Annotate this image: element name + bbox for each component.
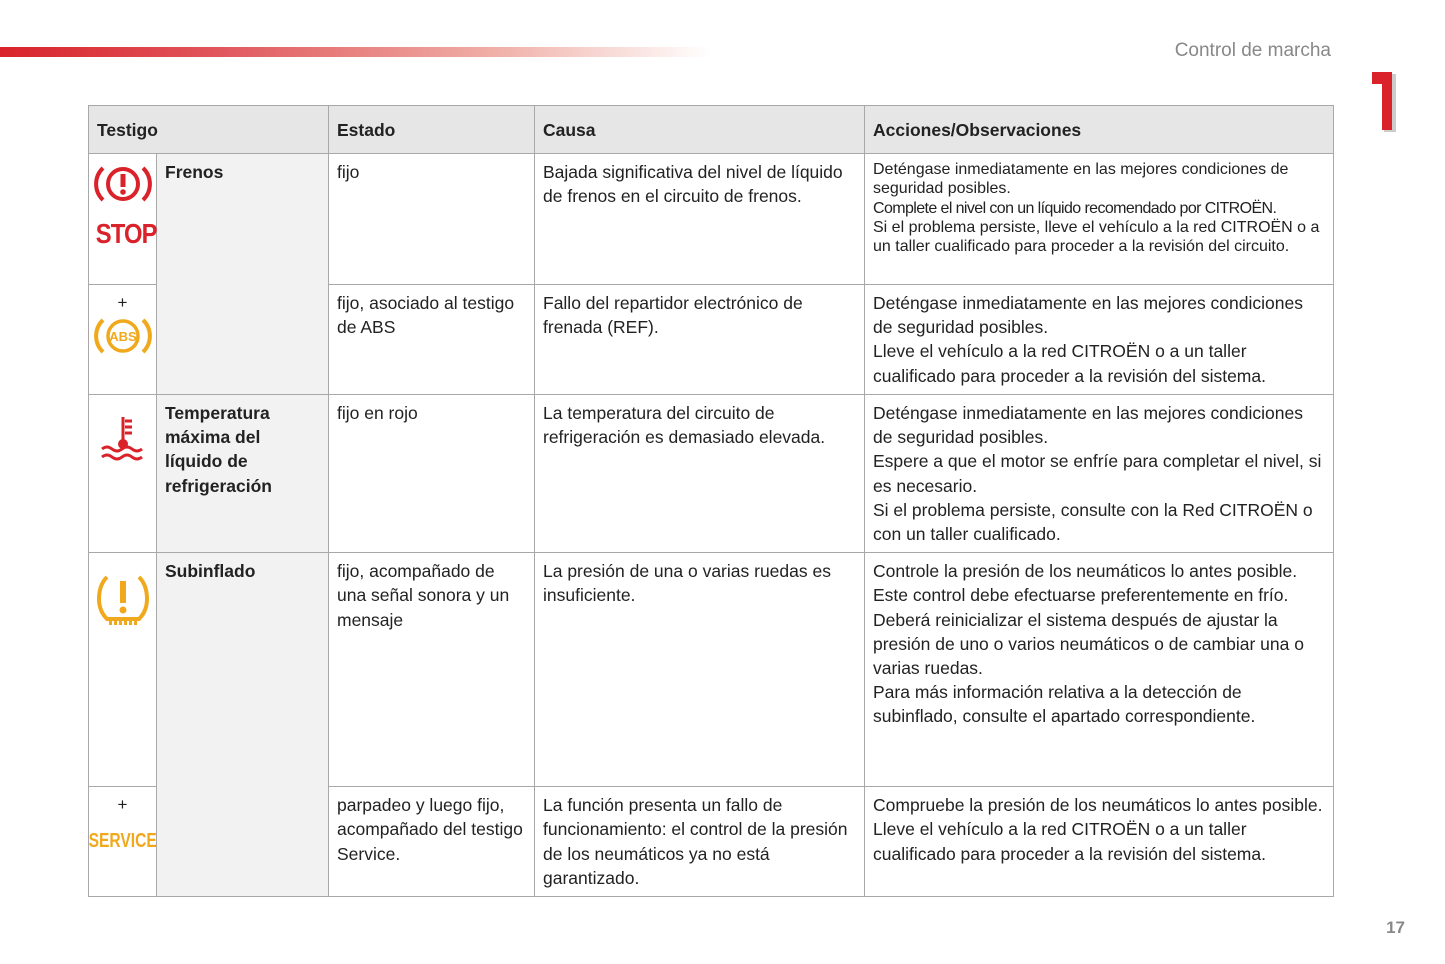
- accion-text: Lleve el vehículo a la red CITROËN o a un taller cualificado para proceder a la revisión del sistema.: [873, 341, 1266, 386]
- causa-cell: La función presenta un fallo de funcionamiento: el control de la presión de los neumáticos ya no está garantizado.: [535, 787, 865, 897]
- estado-cell: fijo, acompañado de una señal sonora y un mensaje: [329, 553, 535, 787]
- accion-text: Si el problema persiste, lleve el vehículo a la red CITROËN o a un taller cualificado para proceder a la revisión del circuito.: [873, 218, 1320, 256]
- header-testigo: Testigo: [89, 106, 329, 154]
- section-title: Control de marcha: [1174, 40, 1331, 61]
- tyre-icon-cell: [89, 553, 157, 787]
- accion-text: Lleve el vehículo a la red CITROËN o a un taller cualificado para proceder a la revisión del sistema.: [873, 819, 1266, 864]
- plus-sign: +: [117, 293, 128, 312]
- table-header-row: [89, 106, 1334, 154]
- table-row: [89, 154, 1334, 285]
- coolant-temperature-icon: [98, 413, 148, 463]
- estado-cell: parpadeo y luego fijo, acompañado del testigo Service.: [329, 787, 535, 897]
- service-icon-cell: [89, 787, 157, 897]
- causa-cell: Bajada significativa del nivel de líquido de frenos en el circuito de frenos.: [535, 154, 865, 285]
- acciones-cell: [865, 553, 1334, 787]
- header-estado: Estado: [329, 106, 535, 154]
- brake-warning-icon: [93, 162, 153, 206]
- acciones-cell: [865, 285, 1334, 395]
- plus-sign: +: [117, 795, 128, 815]
- causa-cell: Fallo del repartidor electrónico de frenada (REF).: [535, 285, 865, 395]
- abs-icon-cell: [89, 285, 157, 395]
- name-temperatura: Temperatura máxima del líquido de refrigeración: [157, 395, 329, 553]
- stop-icon: STOP: [95, 218, 157, 250]
- causa-cell: La presión de una o varias ruedas es insuficiente.: [535, 553, 865, 787]
- acciones-cell: [865, 787, 1334, 897]
- header-acciones: Acciones/Observaciones: [865, 106, 1334, 154]
- estado-cell: fijo, asociado al testigo de ABS: [329, 285, 535, 395]
- coolant-icon-cell: [89, 395, 157, 553]
- service-icon: SERVICE: [88, 830, 157, 853]
- header-causa: Causa: [535, 106, 865, 154]
- tyre-pressure-icon: [93, 571, 153, 629]
- accion-text: Deberá reinicializar el sistema después de ajustar la presión de uno o varios neumáticos o de cambiar una o varias ruedas.: [873, 609, 1304, 679]
- table-row: [89, 553, 1334, 787]
- acciones-cell: [865, 154, 1334, 285]
- accion-text: Deténgase inmediatamente en las mejores condiciones de seguridad posibles.: [873, 161, 1289, 198]
- accion-text: Controle la presión de los neumáticos lo antes posible.: [873, 561, 1298, 582]
- accion-text: Compruebe la presión de los neumáticos lo antes posible.: [873, 795, 1323, 816]
- abs-warning-icon: [93, 313, 153, 359]
- accion-text: Si el problema persiste, consulte con la Red CITROËN o con un taller cualificado.: [873, 499, 1313, 545]
- acciones-cell: [865, 395, 1334, 553]
- estado-cell: fijo: [329, 154, 535, 285]
- name-subinflado: Subinflado: [157, 553, 329, 897]
- accion-text: Complete el nivel con un líquido recomendado por CITROËN.: [873, 199, 1277, 217]
- brake-icon-cell: [89, 154, 157, 285]
- accion-text: Para más información relativa a la detección de subinflado, consulte el apartado correspondiente.: [873, 682, 1256, 727]
- accion-text: Espere a que el motor se enfríe para completar el nivel, si es necesario.: [873, 451, 1322, 496]
- accion-text: Este control debe efectuarse preferentemente en frío.: [873, 585, 1289, 606]
- estado-cell: fijo en rojo: [329, 395, 535, 553]
- page-number: 17: [1386, 918, 1405, 937]
- warning-lights-table: [88, 105, 1334, 897]
- name-frenos: Frenos: [157, 154, 329, 395]
- header-gradient-bar: [0, 47, 710, 57]
- chapter-number-1: [1370, 70, 1398, 132]
- svg-text:ABS: ABS: [108, 329, 137, 344]
- accion-text: Deténgase inmediatamente en las mejores condiciones de seguridad posibles.: [873, 293, 1303, 338]
- causa-cell: La temperatura del circuito de refrigeración es demasiado elevada.: [535, 395, 865, 553]
- accion-text: Deténgase inmediatamente en las mejores condiciones de seguridad posibles.: [873, 403, 1303, 448]
- table-row: [89, 395, 1334, 553]
